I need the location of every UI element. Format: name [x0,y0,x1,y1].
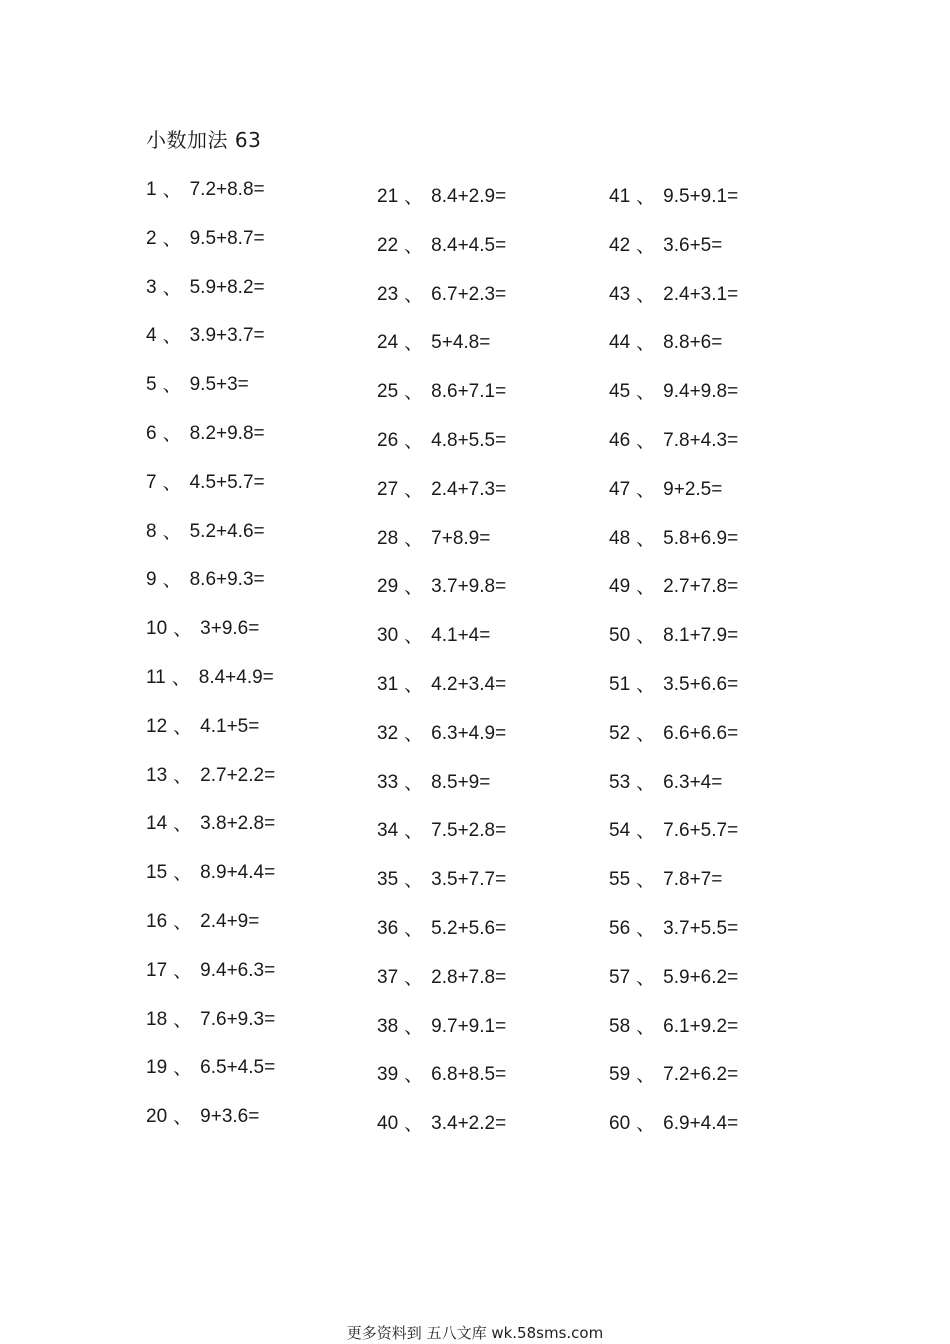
problem-separator: 、 [173,1057,193,1080]
problem-item [377,478,597,527]
problem-item [609,966,829,1015]
problem-expression: 3.9+3.7= [189,325,265,347]
problem-column-1 [146,178,366,1154]
problem-expression: 3+9.6= [200,618,260,640]
problem-number: 22 [377,234,399,256]
problem-expression: 3.7+5.5= [663,917,739,939]
problem-separator: 、 [636,283,656,306]
problem-number: 12 [146,715,168,737]
problem-item [377,234,597,283]
problem-item [146,715,366,764]
problem-number: 21 [377,186,399,207]
problem-expression: 7.2+6.2= [663,1064,739,1086]
problem-separator: 、 [636,381,656,404]
problem-separator: 、 [173,764,193,787]
problem-expression: 9.5+8.7= [189,227,265,249]
problem-separator: 、 [162,520,182,543]
problem-separator: 、 [404,917,424,940]
problem-item [146,422,366,471]
problem-separator: 、 [636,625,656,648]
problem-item [146,812,366,861]
problem-expression: 6.3+4= [663,771,723,793]
problem-item [377,283,597,332]
problem-number: 28 [377,527,399,549]
problem-separator: 、 [636,917,656,940]
problem-item [609,429,829,478]
problem-expression: 6.7+2.3= [431,283,507,305]
problem-separator: 、 [404,966,424,989]
problem-separator: 、 [636,771,656,794]
problem-expression: 6.6+6.6= [663,722,739,744]
problem-number: 54 [609,820,631,842]
problem-item [609,380,829,429]
problem-item [609,722,829,771]
problem-separator: 、 [162,325,182,348]
problem-expression: 6.1+9.2= [663,1015,739,1037]
problem-number: 2 [146,227,157,249]
problem-separator: 、 [636,1064,656,1087]
problem-expression: 3.5+6.6= [663,673,739,695]
problem-expression: 8.4+2.9= [431,186,507,207]
problem-item [609,575,829,624]
problem-number: 48 [609,527,631,549]
problem-number: 60 [609,1113,631,1135]
problem-number: 35 [377,869,399,891]
problem-separator: 、 [404,1113,424,1136]
problem-expression: 8.6+9.3= [189,569,265,591]
problem-number: 25 [377,381,399,403]
problem-expression: 5.9+8.2= [189,276,265,298]
problem-number: 17 [146,959,168,981]
problem-item [609,234,829,283]
problem-number: 6 [146,422,157,444]
problem-separator: 、 [636,527,656,550]
problem-separator: 、 [173,959,193,982]
problem-item [377,331,597,380]
worksheet-title: 小数加法 63 [146,128,262,152]
problem-expression: 4.1+5= [200,715,260,737]
problem-item [146,373,366,422]
problem-expression: 6.5+4.5= [200,1057,276,1079]
problem-item [146,568,366,617]
problem-separator: 、 [404,1064,424,1087]
problem-column-3 [609,185,829,1161]
problem-separator: 、 [162,276,182,299]
problem-separator: 、 [404,234,424,257]
problem-number: 16 [146,910,168,932]
problem-expression: 9+3.6= [200,1106,260,1128]
problem-separator: 、 [173,1106,193,1129]
problem-expression: 2.8+7.8= [431,966,507,988]
problem-separator: 、 [162,179,182,201]
problem-separator: 、 [404,625,424,648]
problem-expression: 7.6+5.7= [663,820,739,842]
problem-item [609,331,829,380]
problem-number: 45 [609,381,631,403]
problem-number: 14 [146,813,168,835]
problem-expression: 3.4+2.2= [431,1113,507,1135]
problem-number: 47 [609,478,631,500]
problem-item [146,178,366,227]
problem-separator: 、 [404,673,424,696]
problem-expression: 3.7+9.8= [431,576,507,598]
problem-expression: 9.7+9.1= [431,1015,507,1037]
problem-expression: 7.2+8.8= [189,179,265,200]
problem-expression: 8.9+4.4= [200,862,276,884]
problem-separator: 、 [404,381,424,404]
problem-expression: 3.5+7.7= [431,869,507,891]
problem-expression: 5+4.8= [431,332,491,354]
problem-item [377,819,597,868]
problem-item [609,917,829,966]
problem-separator: 、 [162,422,182,445]
problem-expression: 2.4+7.3= [431,478,507,500]
problem-separator: 、 [636,234,656,257]
problem-item [146,666,366,715]
problem-expression: 4.2+3.4= [431,673,507,695]
problem-number: 7 [146,471,157,493]
problem-expression: 7+8.9= [431,527,491,549]
problem-number: 11 [146,666,166,688]
problem-expression: 6.9+4.4= [663,1113,739,1135]
problem-separator: 、 [173,715,193,738]
problem-item [377,527,597,576]
problem-item [609,673,829,722]
problem-separator: 、 [636,429,656,452]
problem-separator: 、 [404,332,424,355]
problem-number: 19 [146,1057,168,1079]
problem-item [609,819,829,868]
problem-item [609,478,829,527]
problem-item [377,380,597,429]
problem-item [377,917,597,966]
problem-number: 39 [377,1064,399,1086]
problem-item [146,1105,366,1154]
problem-number: 38 [377,1015,399,1037]
problem-column-2 [377,185,597,1161]
problem-separator: 、 [636,722,656,745]
problem-separator: 、 [636,966,656,989]
problem-number: 36 [377,917,399,939]
problem-item [609,624,829,673]
problem-expression: 4.5+5.7= [189,471,265,493]
problem-item [146,910,366,959]
problem-item [609,527,829,576]
problem-number: 23 [377,283,399,305]
problem-expression: 9.4+9.8= [663,381,739,403]
problem-separator: 、 [404,869,424,892]
problem-separator: 、 [636,186,656,208]
problem-separator: 、 [173,1008,193,1031]
problem-separator: 、 [173,813,193,836]
problem-separator: 、 [173,862,193,885]
problem-expression: 8.1+7.9= [663,625,739,647]
problem-item [377,1112,597,1161]
problem-number: 9 [146,569,157,591]
problem-number: 18 [146,1008,168,1030]
problem-item [377,966,597,1015]
problem-number: 50 [609,625,631,647]
problem-number: 1 [146,179,157,200]
problem-number: 27 [377,478,399,500]
problem-separator: 、 [404,1015,424,1038]
problem-expression: 6.8+8.5= [431,1064,507,1086]
problem-separator: 、 [636,1015,656,1038]
problem-item [146,324,366,373]
problem-expression: 9.4+6.3= [200,959,276,981]
problem-item [146,276,366,325]
problem-number: 8 [146,520,157,542]
problem-expression: 4.1+4= [431,625,491,647]
problem-separator: 、 [404,820,424,843]
problem-item [146,617,366,666]
problem-expression: 9+2.5= [663,478,723,500]
problem-expression: 2.7+7.8= [663,576,739,598]
problem-expression: 9.5+3= [189,374,249,396]
problem-separator: 、 [404,478,424,501]
problem-separator: 、 [636,820,656,843]
problem-separator: 、 [162,374,182,397]
problem-separator: 、 [636,673,656,696]
problem-expression: 9.5+9.1= [663,186,739,207]
problem-item [609,1063,829,1112]
problem-expression: 7.8+4.3= [663,429,739,451]
problem-number: 51 [609,673,631,695]
problem-number: 15 [146,862,168,884]
problem-number: 43 [609,283,631,305]
problem-number: 37 [377,966,399,988]
problem-expression: 5.2+5.6= [431,917,507,939]
problem-item [377,429,597,478]
problem-number: 32 [377,722,399,744]
problem-number: 33 [377,771,399,793]
problem-number: 53 [609,771,631,793]
problem-expression: 8.5+9= [431,771,491,793]
problem-item [609,1112,829,1161]
problem-number: 26 [377,429,399,451]
problem-expression: 2.4+9= [200,910,260,932]
problem-expression: 6.3+4.9= [431,722,507,744]
problem-item [146,1008,366,1057]
problem-number: 29 [377,576,399,598]
problem-item [377,1015,597,1064]
problem-expression: 7.5+2.8= [431,820,507,842]
problem-separator: 、 [636,478,656,501]
problem-separator: 、 [636,1113,656,1136]
problem-number: 30 [377,625,399,647]
problem-number: 13 [146,764,168,786]
problem-item [377,624,597,673]
problem-number: 3 [146,276,157,298]
problem-item [377,185,597,234]
problem-item [609,185,829,234]
problem-item [146,764,366,813]
problem-number: 5 [146,374,157,396]
problem-expression: 8.8+6= [663,332,723,354]
problem-number: 57 [609,966,631,988]
problem-item [146,471,366,520]
problem-number: 55 [609,869,631,891]
problem-expression: 5.9+6.2= [663,966,739,988]
problem-separator: 、 [404,283,424,306]
problem-item [609,283,829,332]
problem-item [146,520,366,569]
problem-expression: 5.8+6.9= [663,527,739,549]
footer-watermark: 更多资料到 五八文库 wk.58sms.com [346,1324,604,1342]
problem-expression: 2.4+3.1= [663,283,739,305]
problem-expression: 3.6+5= [663,234,723,256]
problem-item [377,1063,597,1112]
problem-number: 40 [377,1113,399,1135]
problem-number: 4 [146,325,157,347]
problem-separator: 、 [636,332,656,355]
problem-separator: 、 [171,666,191,689]
problem-item [377,771,597,820]
problem-number: 41 [609,186,631,207]
problem-number: 59 [609,1064,631,1086]
problem-expression: 8.2+9.8= [189,422,265,444]
problem-number: 44 [609,332,631,354]
problem-number: 20 [146,1106,168,1128]
problem-separator: 、 [404,527,424,550]
problem-expression: 2.7+2.2= [200,764,276,786]
problem-number: 31 [377,673,399,695]
problem-item [377,575,597,624]
problem-number: 42 [609,234,631,256]
problem-number: 34 [377,820,399,842]
problem-item [146,1056,366,1105]
problem-separator: 、 [404,186,424,208]
problem-separator: 、 [162,471,182,494]
problem-expression: 8.4+4.5= [431,234,507,256]
problem-separator: 、 [636,869,656,892]
problem-separator: 、 [404,722,424,745]
problem-number: 10 [146,618,168,640]
problem-item [609,868,829,917]
problem-number: 49 [609,576,631,598]
problem-number: 46 [609,429,631,451]
problem-number: 24 [377,332,399,354]
problem-expression: 7.8+7= [663,869,723,891]
problem-expression: 8.4+4.9= [198,666,274,688]
problem-separator: 、 [404,576,424,599]
problem-expression: 8.6+7.1= [431,381,507,403]
problem-number: 56 [609,917,631,939]
problem-number: 58 [609,1015,631,1037]
problem-separator: 、 [404,771,424,794]
problem-item [377,722,597,771]
problem-item [377,673,597,722]
problem-expression: 7.6+9.3= [200,1008,276,1030]
problem-separator: 、 [162,227,182,250]
problem-item [609,1015,829,1064]
problem-separator: 、 [173,618,193,641]
problem-item [377,868,597,917]
problem-expression: 5.2+4.6= [189,520,265,542]
problem-expression: 4.8+5.5= [431,429,507,451]
problem-item [146,227,366,276]
problem-separator: 、 [162,569,182,592]
problem-item [146,861,366,910]
problem-expression: 3.8+2.8= [200,813,276,835]
problem-item [146,959,366,1008]
problem-separator: 、 [404,429,424,452]
problem-separator: 、 [636,576,656,599]
problem-separator: 、 [173,910,193,933]
problem-number: 52 [609,722,631,744]
problem-item [609,771,829,820]
